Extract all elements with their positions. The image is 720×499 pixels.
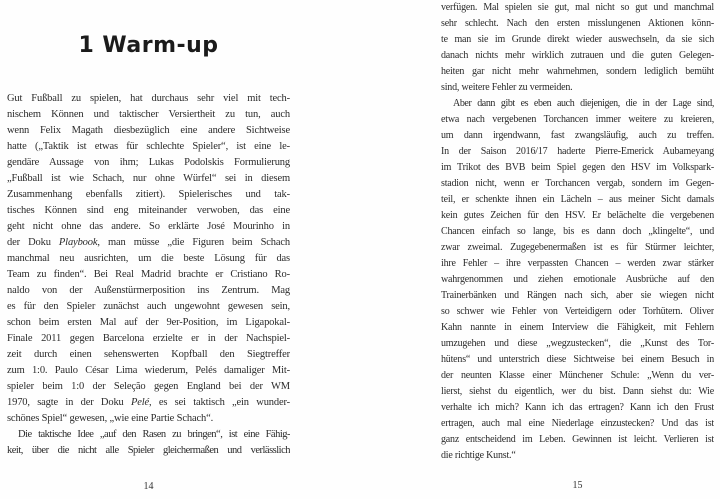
text-line: Aber dann gibt es eben auch diejenigen, die in der Lage sind, xyxy=(453,98,714,109)
text-line: Die taktische Idee „auf den Rasen zu bringen“, ist eine Fähig- xyxy=(18,429,290,440)
text-line: Chancen einfach so lange, bis es dann doch „klingelte“, und xyxy=(441,226,714,237)
text-line: ganz entscheidend im Leben. Gewinnen ist leicht. Verlieren ist xyxy=(441,434,714,445)
text-line: nischem Können und taktischer Versiertheit zu tun, auch xyxy=(7,109,290,120)
text-line: danach nichts mehr wirklich zutrauen und die guten Gelegen- xyxy=(441,50,714,61)
page-body-left xyxy=(7,91,290,459)
text-line: um dann irgendwann, fast zwangsläufig, auch zu treffen. xyxy=(441,130,714,141)
page-body-right xyxy=(441,0,714,464)
text-line: „Fußball ist wie Schach, nur ohne Würfel“ sei in diesem xyxy=(7,173,290,184)
text-line: Gut Fußball zu spielen, hat durchaus sehr viel mit tech- xyxy=(7,93,290,104)
text-line: sind, weitere Fehler zu vermeiden. xyxy=(441,82,573,93)
text-line: keit, über die nicht alle Spieler gleichermaßen und verlässlich xyxy=(7,445,290,456)
text-line: der neunten Klasse einer Münchener Schule: „Wenn du ver- xyxy=(441,370,714,381)
text-line: zum 1:0. Paulo César Lima wiederum, Pelés damaliger Mit- xyxy=(7,365,290,376)
text-line: heiten gar nicht mehr wahrnehmen, sondern lediglich bemüht xyxy=(441,66,714,77)
text-line: wenn Felix Magath diesbezüglich eine andere Sichtweise xyxy=(7,125,290,136)
chapter-heading: 1 Warm-up xyxy=(78,33,219,58)
text-line: kein gutes Zeichen für den HSV. Er belächelte die vergebenen xyxy=(441,210,714,221)
text-line: hatte („Taktik ist etwas für schlechte Spieler“, ist eine le- xyxy=(7,141,290,152)
text-line: te man sie im Grunde direkt wieder auswechseln, da sie sich xyxy=(441,34,714,45)
text-line: verfügen. Mal spielen sie gut, mal nicht so gut und manchmal xyxy=(441,2,714,13)
text-line: gendäre Aussage von ihm; Lukas Podolskis Formulierung xyxy=(7,157,290,168)
text-line: die richtige Kunst.“ xyxy=(441,450,516,461)
text-line: ihre Fehler – ihre verpassten Chancen – werden zwar stärker xyxy=(441,258,714,269)
page-right xyxy=(441,0,714,499)
text-line: 1970, sagte in der Doku Pelé, es sei taktisch „ein wunder- xyxy=(7,397,290,408)
text-line: wahrgenommen und ziehen emotionale Ausbrüche auf den xyxy=(441,274,714,285)
text-line: sehr schlecht. Nach den ersten misslungenen Aktionen könn- xyxy=(441,18,714,29)
text-line: naldo von der Außenstürmerposition ins Zentrum. Mag xyxy=(7,285,290,296)
text-line: hütens“ und unterstrich diese Sichtweise bei einem Besuch in xyxy=(441,354,714,365)
text-line: In der Saison 2016/17 haderte Pierre-Emerick Aubameyang xyxy=(441,146,714,157)
text-line: schon beim ersten Mal auf der 9er-Position, im Ligapokal- xyxy=(7,317,290,328)
text-line: Zusammenhang ebenfalls zitiert). Spielerisches und tak- xyxy=(7,189,290,200)
text-line: umzugehen und diese „wegzustecken“, die „Kunst des Tor- xyxy=(441,338,714,349)
text-line: geht nicht ohne das andere. So erklärte José Mourinho in xyxy=(7,221,290,232)
text-line: es für den Spieler zunächst auch ungewohnt gewesen sein, xyxy=(7,301,290,312)
text-line: Finale 2011 gegen Barcelona erzielte er in der Nachspiel- xyxy=(7,333,290,344)
text-line: verhalte ich mich? Kann ich das ertragen? Kann ich den Frust xyxy=(441,402,714,413)
text-line: Team zu finden“. Bei Real Madrid brachte er Cristiano Ro- xyxy=(7,269,290,280)
text-line: manchmal neu ausrichten, um die beste Lösung für das xyxy=(7,253,290,264)
page-number-right: 15 xyxy=(572,480,583,491)
text-line: stadion nicht, wenn er Torchancen vergab, sondern im Gegen- xyxy=(441,178,714,189)
text-line: Trainerbänken und Rängen nach sich, aber sie wiegen nicht xyxy=(441,290,714,301)
text-line: etwa nach vergebenen Torchancen immer weitere zu kreieren, xyxy=(441,114,714,125)
text-line: tisches Können sind eng miteinander verwoben, das eine xyxy=(7,205,290,216)
text-line: teil, er schenkte ihnen ein Lächeln – aus meiner Sicht damals xyxy=(441,194,714,205)
text-line: zeit durch einen sehenswerten Kopfball den Siegtreffer xyxy=(7,349,290,360)
text-line: im Trikot des BVB beim Spiel gegen den HSV im Volkspark- xyxy=(441,162,714,173)
text-line: ertragen, auch mal eine Niederlage einzustecken? Und das ist xyxy=(441,418,714,429)
text-line: Kahn nannte in einem Interview die Fähigkeit, mit Fehlern xyxy=(441,322,714,333)
page-left xyxy=(7,0,290,499)
page-number-left: 14 xyxy=(143,481,154,492)
text-line: spieler beim 1:0 der Seleção gegen England bei der WM xyxy=(7,381,290,392)
text-line: schönes Spiel“ gewesen, „wie eine Partie Schach“. xyxy=(7,413,214,424)
text-line: lierst, siehst du eigentlich, wer du bist. Dann siehst du: Wie xyxy=(441,386,714,397)
text-line: so schwer wie Fehler von Verteidigern oder Torhütern. Oliver xyxy=(441,306,714,317)
text-line: der Doku Playbook, man müsse „die Figuren beim Schach xyxy=(7,237,290,248)
text-line: zwar zweimal. Zugegebenermaßen ist es für Stürmer leichter, xyxy=(441,242,714,253)
